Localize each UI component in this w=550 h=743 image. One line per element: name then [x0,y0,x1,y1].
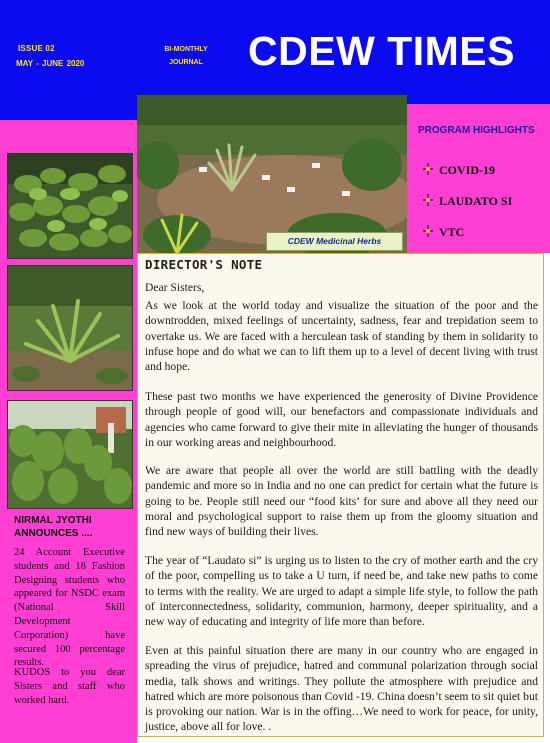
newsletter-title: CDEW TIMES [248,28,515,74]
announcement-text: 24 Account Executive students and 18 Fashion Designing students who appeared for NSDC exam (National Skill Development Corporation) have secured 100 percentage results. [14,547,125,669]
note-paragraph: We are aware that people all over the world are still battling with the deadly pandemic and more so in India and no one can predict for certain what the future is going to be. People still need our “food kits’ for sure and above all they need our moral and psychological support to raise them up from the gloomy situation and find new ways of building their lives. [145,464,538,539]
frequency-line-1: BI-MONTHLY [164,46,208,53]
program-highlights-title: PROGRAM HIGHLIGHTS [418,125,535,136]
salutation: Dear Sisters, [145,281,205,294]
garden-shrubs-photo [7,400,133,509]
kudos-text: KUDOS to you dear Sisters and staff who worked hard. [14,667,125,706]
directors-note-title: DIRECTOR'S NOTE [145,257,263,272]
note-paragraph: These past two months we have experienced the generosity of Divine Providence through people of good will, our benefactors and compassionate individuals and agencies who came forward to give their mite in alleviating the hunger of thousands in our working areas and neighbourhood. [145,390,538,449]
highlight-label: VTC [439,225,465,239]
issue-number: ISSUE 02 [18,44,55,53]
highlight-bullet-icon [423,194,433,210]
highlight-bullet-icon [423,225,433,241]
highlight-label: LAUDATO SI [439,194,513,208]
photo-caption: CDEW Medicinal Herbs [266,232,403,251]
announcement-heading-line-2: ANNOUNCES .... [14,528,93,539]
publication-frequency [158,43,214,69]
highlight-item-covid [423,163,495,179]
note-paragraph: As we look at the world today and visualize the situation of the poor and the downtrodden, mixed feelings of uncertainty, sadness, fear and trepidation seem to overtake us. We are faced with a herculean task of standing by them in solidarity to infuse hope and do what we can to lift them up to a level of decent living with trust and hope. [145,299,538,374]
frequency-line-2: JOURNAL [169,59,203,66]
highlight-item-vtc [423,225,464,241]
herb-plant-photo [7,153,133,259]
announcement-heading [14,514,132,540]
note-paragraph: The year of “Laudato si” is urging us to listen to the cry of mother earth and the cry of the poor, compelling us to take a U turn, if need be, and take new paths to come to terms with the reality. We are urged to adapt a simple life style, to follow the path of interconnectedness, solidarity, communion, harmony, deeper spirituality, and a new way of educating and integrity of life more than before. [145,554,538,629]
aloe-plant-photo [7,265,133,391]
announcement-heading-line-1: NIRMAL JYOTHI [14,515,92,526]
issue-date: MAY - JUNE 2020 [16,59,85,68]
note-paragraph: Even at this painful situation there are many in our country who are engaged in spreading the virus of prejudice, hatred and communal polarization through social media, talk shows and writings. They pollute the atmosphere with prejudice and hatred which are more poisonous than Covid -19. China doesn’t seem to sit quiet but is provoking our nation. War is in the offing…We need to work for peace, for unity, justice, above all for love. . [145,644,538,734]
highlight-label: COVID-19 [439,163,495,177]
medicinal-herbs-photo [137,95,407,253]
highlight-bullet-icon [423,163,433,179]
highlight-item-laudato-si [423,194,512,210]
